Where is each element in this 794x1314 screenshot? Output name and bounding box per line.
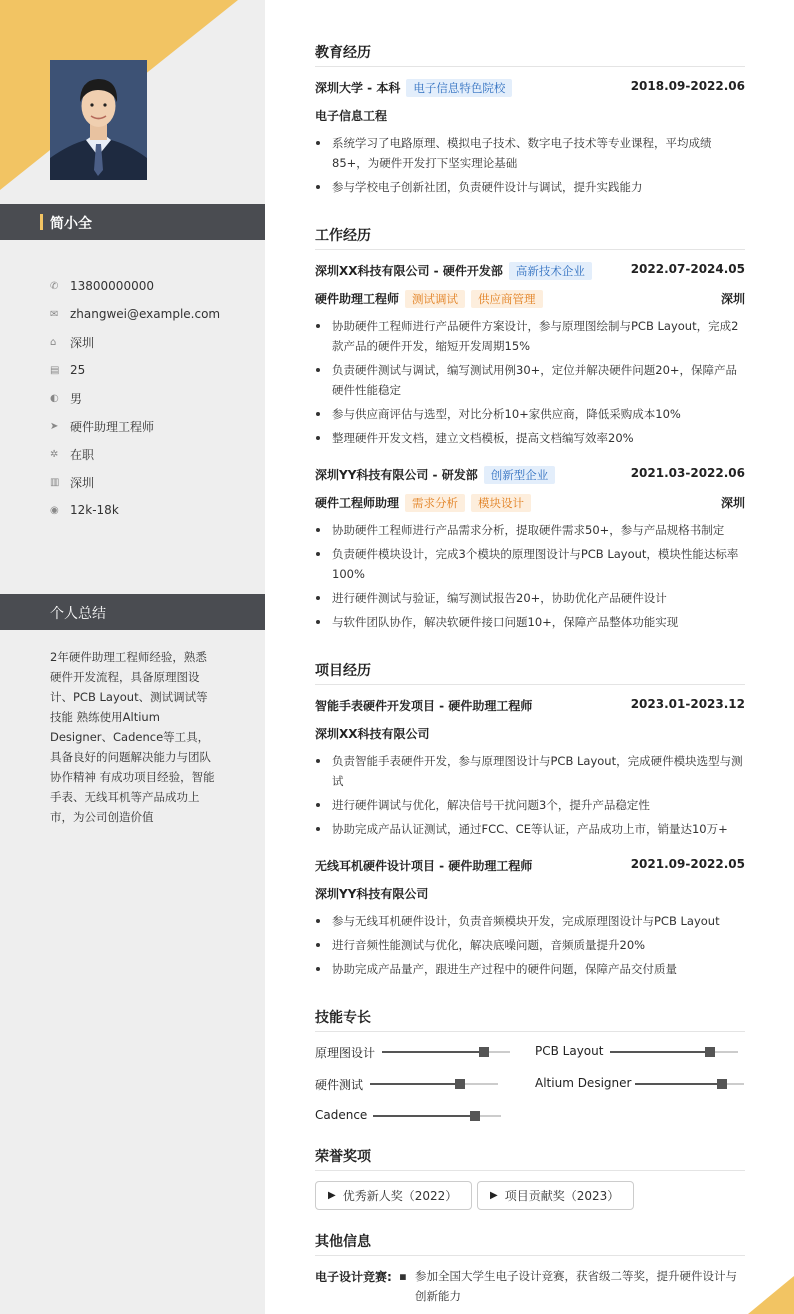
skill-label: Cadence (315, 1108, 368, 1122)
awards-title: 荣誉奖项 (315, 1146, 745, 1171)
job-role: 硬件助理工程师 测试调试 供应商管理 (315, 290, 543, 308)
project-name: 无线耳机硬件设计项目 - 硬件助理工程师 (315, 859, 533, 873)
project-name: 智能手表硬件开发项目 - 硬件助理工程师 (315, 699, 533, 713)
info-city: ▥ 深圳 (50, 475, 95, 490)
project-bullet: 进行音频性能测试与优化，解决底噪问题，音频质量提升20% (315, 935, 745, 955)
job-role-tag: 测试调试 (405, 290, 465, 308)
other-title: 其他信息 (315, 1231, 745, 1256)
job-company-tag: 创新型企业 (484, 466, 556, 484)
bullet-icon: ▪ (399, 1269, 407, 1283)
skill-fill (373, 1115, 475, 1117)
project-bullet: 负责智能手表硬件开发，参与原理图设计与PCB Layout，完成硬件模块选型与测试 (315, 751, 745, 791)
name-bar (0, 204, 265, 240)
email-icon: ✉ (50, 308, 59, 320)
status-icon: ✲ (50, 448, 59, 460)
job-company: 深圳XX科技有限公司 - 硬件开发部 高新技术企业 (315, 262, 592, 280)
skills-title: 技能专长 (315, 1007, 745, 1032)
education-title: 教育经历 (315, 42, 745, 67)
job-role-tag: 需求分析 (405, 494, 465, 512)
job-role-tag: 供应商管理 (471, 290, 543, 308)
project-company: 深圳YY科技有限公司 (315, 887, 429, 901)
candidate-name: 简小全 (50, 216, 92, 232)
job-bullet: 进行硬件测试与验证，编写测试报告20+，协助优化产品硬件设计 (315, 588, 745, 608)
job-company-tag: 高新技术企业 (509, 262, 592, 280)
project-bullet: 协助完成产品认证测试，通过FCC、CE等认证，产品成功上市，销量达10万+ (315, 819, 745, 839)
sidebar (0, 0, 265, 1314)
job-bullet: 负责硬件模块设计，完成3个模块的原理图设计与PCB Layout，模块性能达标率100% (315, 544, 745, 584)
corner-decoration-bottom (748, 1276, 794, 1314)
skill-label: 原理图设计 (315, 1046, 376, 1060)
job-bullet: 负责硬件测试与调试，编写测试用例30+，定位并解决硬件问题20+，保障产品硬件性能稳定 (315, 360, 745, 400)
skill-bar (635, 1083, 744, 1085)
job-city: 深圳 (720, 496, 745, 510)
job-role: 硬件工程师助理 需求分析 模块设计 (315, 494, 531, 512)
job-date: 2021.03-2022.06 (630, 466, 745, 480)
job-role-tag: 模块设计 (471, 494, 531, 512)
job-bullet: 参与供应商评估与选型，对比分析10+家供应商，降低采购成本10% (315, 404, 745, 424)
other-label: 电子设计竞赛: (315, 1270, 392, 1284)
info-salary: ◉ 12k-18k (50, 503, 119, 517)
salary-icon: ◉ (50, 504, 59, 516)
award-item[interactable]: ▶ 项目贡献奖（2023） (477, 1181, 634, 1210)
education-tag: 电子信息特色院校 (406, 79, 512, 97)
skill-knob (470, 1111, 480, 1121)
education-major: 电子信息工程 (315, 109, 388, 123)
summary-title: 个人总结 (50, 606, 106, 622)
skill-knob (717, 1079, 727, 1089)
job-city: 深圳 (720, 292, 745, 306)
education-bullet: 参与学校电子创新社团，负责硬件设计与调试，提升实践能力 (315, 177, 745, 197)
skill-fill (635, 1083, 722, 1085)
project-date: 2023.01-2023.12 (630, 697, 745, 711)
play-icon: ▶ (328, 1190, 336, 1201)
summary-bar (0, 594, 265, 630)
education-school: 深圳大学 - 本科 电子信息特色院校 (315, 79, 512, 97)
award-item[interactable]: ▶ 优秀新人奖（2022） (315, 1181, 472, 1210)
position-icon: ➤ (50, 420, 59, 432)
skill-bar (370, 1083, 498, 1085)
skill-label: Altium Designer (535, 1076, 632, 1090)
name-accent (40, 214, 43, 230)
projects-title: 项目经历 (315, 660, 745, 685)
info-phone: ✆ 13800000000 (50, 279, 154, 293)
job-company: 深圳YY科技有限公司 - 研发部 创新型企业 (315, 466, 555, 484)
gender-icon: ◐ (50, 392, 59, 404)
skill-knob (455, 1079, 465, 1089)
phone-icon: ✆ (50, 280, 59, 292)
info-gender: ◐ 男 (50, 391, 83, 406)
education-bullet: 系统学习了电路原理、模拟电子技术、数字电子技术等专业课程，平均成绩85+，为硬件开发打下坚实理论基础 (315, 133, 745, 173)
skill-knob (479, 1047, 489, 1057)
project-company: 深圳XX科技有限公司 (315, 727, 430, 741)
skill-fill (370, 1083, 460, 1085)
job-bullet: 协助硬件工程师进行产品需求分析，提取硬件需求50+，参与产品规格书制定 (315, 520, 745, 540)
avatar (50, 60, 147, 180)
skill-fill (610, 1051, 710, 1053)
age-icon: ▤ (50, 364, 60, 376)
info-status: ✲ 在职 (50, 447, 95, 462)
job-date: 2022.07-2024.05 (630, 262, 745, 276)
skill-label: 硬件测试 (315, 1078, 364, 1092)
project-bullet: 进行硬件调试与优化，解决信号干扰问题3个，提升产品稳定性 (315, 795, 745, 815)
education-date: 2018.09-2022.06 (630, 79, 745, 93)
project-date: 2021.09-2022.05 (630, 857, 745, 871)
skill-bar (610, 1051, 738, 1053)
skill-bar (382, 1051, 510, 1053)
job-bullet: 协助硬件工程师进行产品硬件方案设计，参与原理图绘制与PCB Layout，完成2款产品的硬件开发，缩短开发周期15% (315, 316, 745, 356)
skill-label: PCB Layout (535, 1044, 604, 1058)
info-age: ▤ 25 (50, 363, 86, 377)
other-text: ▪ 参加全国大学生电子设计竞赛，获省级二等奖，提升硬件设计与创新能力 (399, 1266, 745, 1306)
work-title: 工作经历 (315, 225, 745, 250)
skill-bar (373, 1115, 501, 1117)
info-home: ⌂ 深圳 (50, 335, 95, 350)
summary-text: 2年硬件助理工程师经验，熟悉硬件开发流程，具备原理图设计、PCB Layout、测试调试等技能 熟练使用Altium Designer、Cadence等工具，具备良好的问题解决能力与团队协作精神 有成功项目经验，智能手表、无线耳机等产品成功上市，为公司创造价值 (50, 650, 215, 824)
city-icon: ▥ (50, 476, 60, 488)
job-bullet: 与软件团队协作，解决软硬件接口问题10+，保障产品整体功能实现 (315, 612, 745, 632)
info-email: ✉ zhangwei@example.com (50, 307, 221, 321)
contact-info-list (50, 272, 220, 524)
project-bullet: 协助完成产品量产，跟进生产过程中的硬件问题，保障产品交付质量 (315, 959, 745, 979)
play-icon: ▶ (490, 1190, 498, 1201)
project-bullet: 参与无线耳机硬件设计，负责音频模块开发，完成原理图设计与PCB Layout (315, 911, 745, 931)
skill-fill (382, 1051, 484, 1053)
skill-knob (705, 1047, 715, 1057)
info-position: ➤ 硬件助理工程师 (50, 419, 155, 434)
home-icon: ⌂ (50, 336, 57, 348)
job-bullet: 整理硬件开发文档，建立文档模板，提高文档编写效率20% (315, 428, 745, 448)
